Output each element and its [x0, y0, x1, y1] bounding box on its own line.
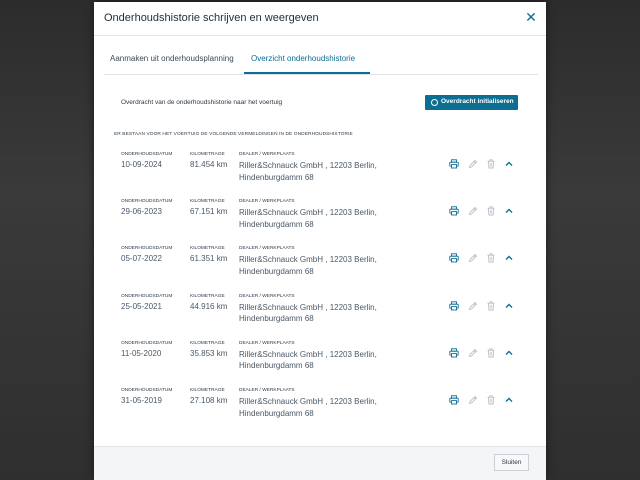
mileage-label: KILOMETRAGE — [190, 199, 225, 205]
active-tab-indicator — [244, 72, 370, 74]
history-entry — [94, 152, 546, 192]
history-entry — [94, 199, 546, 239]
dealer-value: Riller&Schnauck GmbH , 12203 Berlin, Hindenburgdamm 68 — [239, 255, 377, 276]
transfer-description: Overdracht van de onderhoudshistorie naar het voertuig — [121, 99, 283, 106]
dealer-value: Riller&Schnauck GmbH , 12203 Berlin, Hindenburgdamm 68 — [239, 161, 377, 182]
chevron-up-icon[interactable] — [504, 298, 514, 308]
dealer-value: Riller&Schnauck GmbH , 12203 Berlin, Hindenburgdamm 68 — [239, 397, 377, 418]
chevron-up-icon[interactable] — [504, 250, 514, 260]
history-entry — [94, 246, 546, 286]
printer-icon[interactable] — [449, 345, 459, 355]
tab-bar — [104, 46, 538, 75]
dialog-footer — [94, 446, 546, 480]
close-button-label: Sluiten — [501, 459, 522, 466]
chevron-up-icon[interactable] — [504, 203, 514, 213]
dealer-label: DEALER / WERKPLAATS — [239, 340, 295, 346]
mileage-value: 81.454 km — [190, 160, 228, 169]
dealer-label: DEALER / WERKPLAATS — [239, 246, 295, 252]
date-label: ONDERHOUDSDATUM — [121, 246, 173, 252]
printer-icon[interactable] — [449, 392, 459, 402]
date-label: ONDERHOUDSDATUM — [121, 152, 173, 157]
service-date: 11-05-2020 — [121, 348, 162, 358]
tab-history-overview[interactable]: Overzicht onderhoudshistorie — [251, 54, 356, 63]
mileage-value: 27.108 km — [190, 396, 228, 405]
service-date: 05-07-2022 — [121, 254, 162, 264]
trash-icon[interactable] — [486, 298, 496, 308]
trash-icon[interactable] — [486, 156, 496, 166]
dealer-label: DEALER / WERKPLAATS — [239, 388, 295, 393]
chevron-up-icon[interactable] — [504, 345, 514, 355]
date-label: ONDERHOUDSDATUM — [121, 388, 173, 393]
history-section-label: ER BESTAAN VOOR HET VOERTUIG DE VOLGENDE VERMELDINGEN IN DE ONDERHOUDSHISTORIE — [114, 132, 353, 137]
date-label: ONDERHOUDSDATUM — [121, 199, 173, 205]
initialize-transfer-button[interactable] — [425, 95, 518, 110]
pencil-icon[interactable] — [468, 156, 478, 166]
chevron-up-icon[interactable] — [504, 156, 514, 166]
pencil-icon[interactable] — [468, 250, 478, 260]
dealer-value: Riller&Schnauck GmbH , 12203 Berlin, Hindenburgdamm 68 — [239, 208, 377, 229]
pencil-icon[interactable] — [468, 298, 478, 308]
dealer-label: DEALER / WERKPLAATS — [239, 293, 295, 299]
mileage-value: 35.853 km — [190, 348, 228, 358]
maintenance-history-dialog — [94, 2, 546, 480]
dealer-value: Riller&Schnauck GmbH , 12203 Berlin, Hindenburgdamm 68 — [239, 302, 377, 324]
dealer-label: DEALER / WERKPLAATS — [239, 199, 295, 205]
trash-icon[interactable] — [486, 203, 496, 213]
mileage-label: KILOMETRAGE — [190, 246, 225, 252]
history-entry — [94, 388, 546, 428]
mileage-label: KILOMETRAGE — [190, 388, 225, 393]
service-date: 29-06-2023 — [121, 207, 162, 217]
history-entry — [94, 341, 546, 381]
mileage-label: KILOMETRAGE — [190, 152, 225, 157]
initialize-transfer-label: Overdracht initialiseren — [441, 98, 514, 105]
pencil-icon[interactable] — [468, 392, 478, 402]
date-label: ONDERHOUDSDATUM — [121, 293, 173, 299]
dealer-value: Riller&Schnauck GmbH , 12203 Berlin, Hindenburgdamm 68 — [239, 349, 377, 371]
service-date: 31-05-2019 — [121, 396, 162, 405]
close-icon[interactable]: ✕ — [525, 9, 537, 25]
service-date: 25-05-2021 — [121, 301, 162, 311]
history-entry — [94, 294, 546, 334]
mileage-value: 44.916 km — [190, 301, 228, 311]
dealer-label: DEALER / WERKPLAATS — [239, 152, 295, 157]
printer-icon[interactable] — [449, 156, 459, 166]
mileage-value: 61.351 km — [190, 254, 228, 264]
mileage-value: 67.151 km — [190, 207, 228, 217]
dialog-title: Onderhoudshistorie schrijven en weergeven — [104, 12, 319, 24]
printer-icon[interactable] — [449, 250, 459, 260]
pencil-icon[interactable] — [468, 345, 478, 355]
chevron-up-icon[interactable] — [504, 392, 514, 402]
date-label: ONDERHOUDSDATUM — [121, 340, 173, 346]
trash-icon[interactable] — [486, 392, 496, 402]
circle-icon — [431, 99, 438, 106]
tab-create-from-planning[interactable]: Aanmaken uit onderhoudsplanning — [110, 54, 234, 63]
pencil-icon[interactable] — [468, 203, 478, 213]
printer-icon[interactable] — [449, 203, 459, 213]
dialog-header — [94, 2, 546, 36]
service-date: 10-09-2024 — [121, 160, 162, 169]
printer-icon[interactable] — [449, 298, 459, 308]
mileage-label: KILOMETRAGE — [190, 340, 225, 346]
mileage-label: KILOMETRAGE — [190, 293, 225, 299]
trash-icon[interactable] — [486, 345, 496, 355]
close-button[interactable] — [494, 454, 529, 471]
trash-icon[interactable] — [486, 250, 496, 260]
